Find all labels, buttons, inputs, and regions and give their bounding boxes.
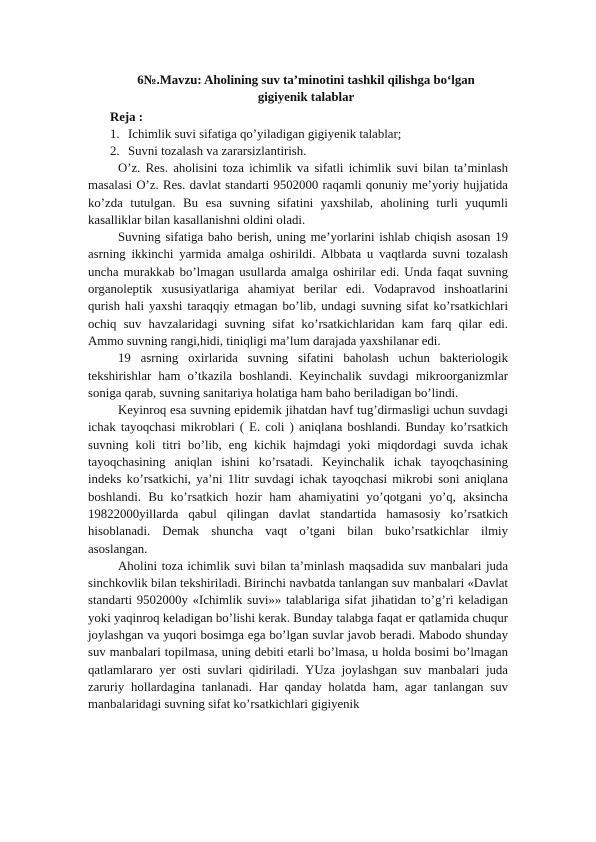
plan-item [110, 126, 508, 143]
body-paragraph: Keyinroq esa suvning epidemik jihatdan havf tug’dirmasligi uchun suvdagi ichak tayoqchasi mikroblari ( E. coli ) aniqlana boshlandi. Bunday ko’rsatkich suvning koli titri bo’lib, eng kichik hajmdagi yoki miqdordagi suvda ichak tayoqchasining aniqlan ishini ko’rsatadi. Keyinchalik ichak tayoqchasining indeks ko’rsatkichi, ya’ni 1litr suvdagi ichak tayoqchasi mikrobi soni aniqlana boshlandi. Bu ko’rsatkich hozir ham ahamiyatini yo’qotgani yo’q, aksincha 19822000yillarda qabul qilingan davlat standartida hamasosiy ko’rsatkich hisoblanadi. Demak shuncha vaqt o’tgani bilan buko’rsatkichlar ilmiy asoslangan. [88, 403, 508, 556]
body-paragraph: Suvning sifatiga baho berish, uning me’yorlarini ishlab chiqish asosan 19 asrning ikkinchi yarmida amalga oshirildi. Albbata u vaqtlarda suvni tozalash uncha murakkab bo’lmagan usullarda amalga oshirilar edi. Unda faqat suvning organoleptik xususiyatlariga ahamiyat berilar edi. Vodapravod inshoatlarini qurish hali yaxshi taraqqiy etmagan bo’lib, undagi suvning sifat ko’rsatkichlari ochiq suv havzalaridagi suvning sifat ko’rsatkichlaridan kam farq qilar edi. Ammo suvning rangi,hidi, tiniqligi ma’lum darajada yaxshilanar edi. [88, 230, 508, 348]
plan-item-text: Ichimlik suvi sifatiga qo’yiladigan gigiyenik talablar; [128, 127, 402, 141]
body-paragraph: O’z. Res. aholisini toza ichimlik va sifatli ichimlik suvi bilan ta’minlash masalasi O’z. Res. davlat standarti 9502000 raqamli qonuniy me’yoriy hujjatida ko’zda tutulgan. Bu esa suvning sifatini yaxshilab, aholining turli yuqumli kasalliklar bilan kasallanishni oldini oladi. [88, 161, 508, 227]
plan-heading: Reja : [110, 110, 144, 124]
body-paragraph: Aholini toza ichimlik suvi bilan ta’minlash maqsadida suv manbalari juda sinchkovlik bilan tekshiriladi. Birinchi navbatda tanlangan suv manbalari «Davlat standarti 9502000y «Ichimlik suvi»» talablariga sifat jihatidan to’g’ri keladigan yoki yaqinroq keladigan bo’lishi kerak. Bunday talabga faqat er qatlamida chuqur joylashgan va yuqori bosimga ega bo’lgan suvlar javob beradi. Mabodo shunday suv manbalari topilmasa, uning debiti etarli bo’lmasa, u holda bosimi bo’lmagan qatlamlararo yer osti suvlari qidiriladi. YUza joylashgan suv manbalari juda zaruriy hollardagina tanlanadi. Har qanday holatda ham, agar tanlangan suv manbalaridagi suvning sifat ko’rsatkichlari gigiyenik [88, 558, 508, 712]
plan-item [110, 143, 508, 160]
body-paragraph: 19 asrning oxirlarida suvning sifatini baholash uchun bakteriologik tekshirishlar ham o’tkazila boshlandi. Keyinchalik suvdagi mikroorganizmlar soniga qarab, suvning sanitariya holatiga ham baho beriladigan bo’lindi. [88, 351, 508, 400]
plan-item-text: Suvni tozalash va zararsizlantirish. [128, 144, 307, 158]
plan-item-number: 2. [110, 144, 120, 158]
plan-item-number: 1. [110, 127, 120, 141]
page-title: 6№.Mavzu: Aholining suv ta’minotini tashkil qilishga bo‘lgan gigiyenik talablar [137, 73, 475, 104]
plan-list [88, 126, 508, 160]
